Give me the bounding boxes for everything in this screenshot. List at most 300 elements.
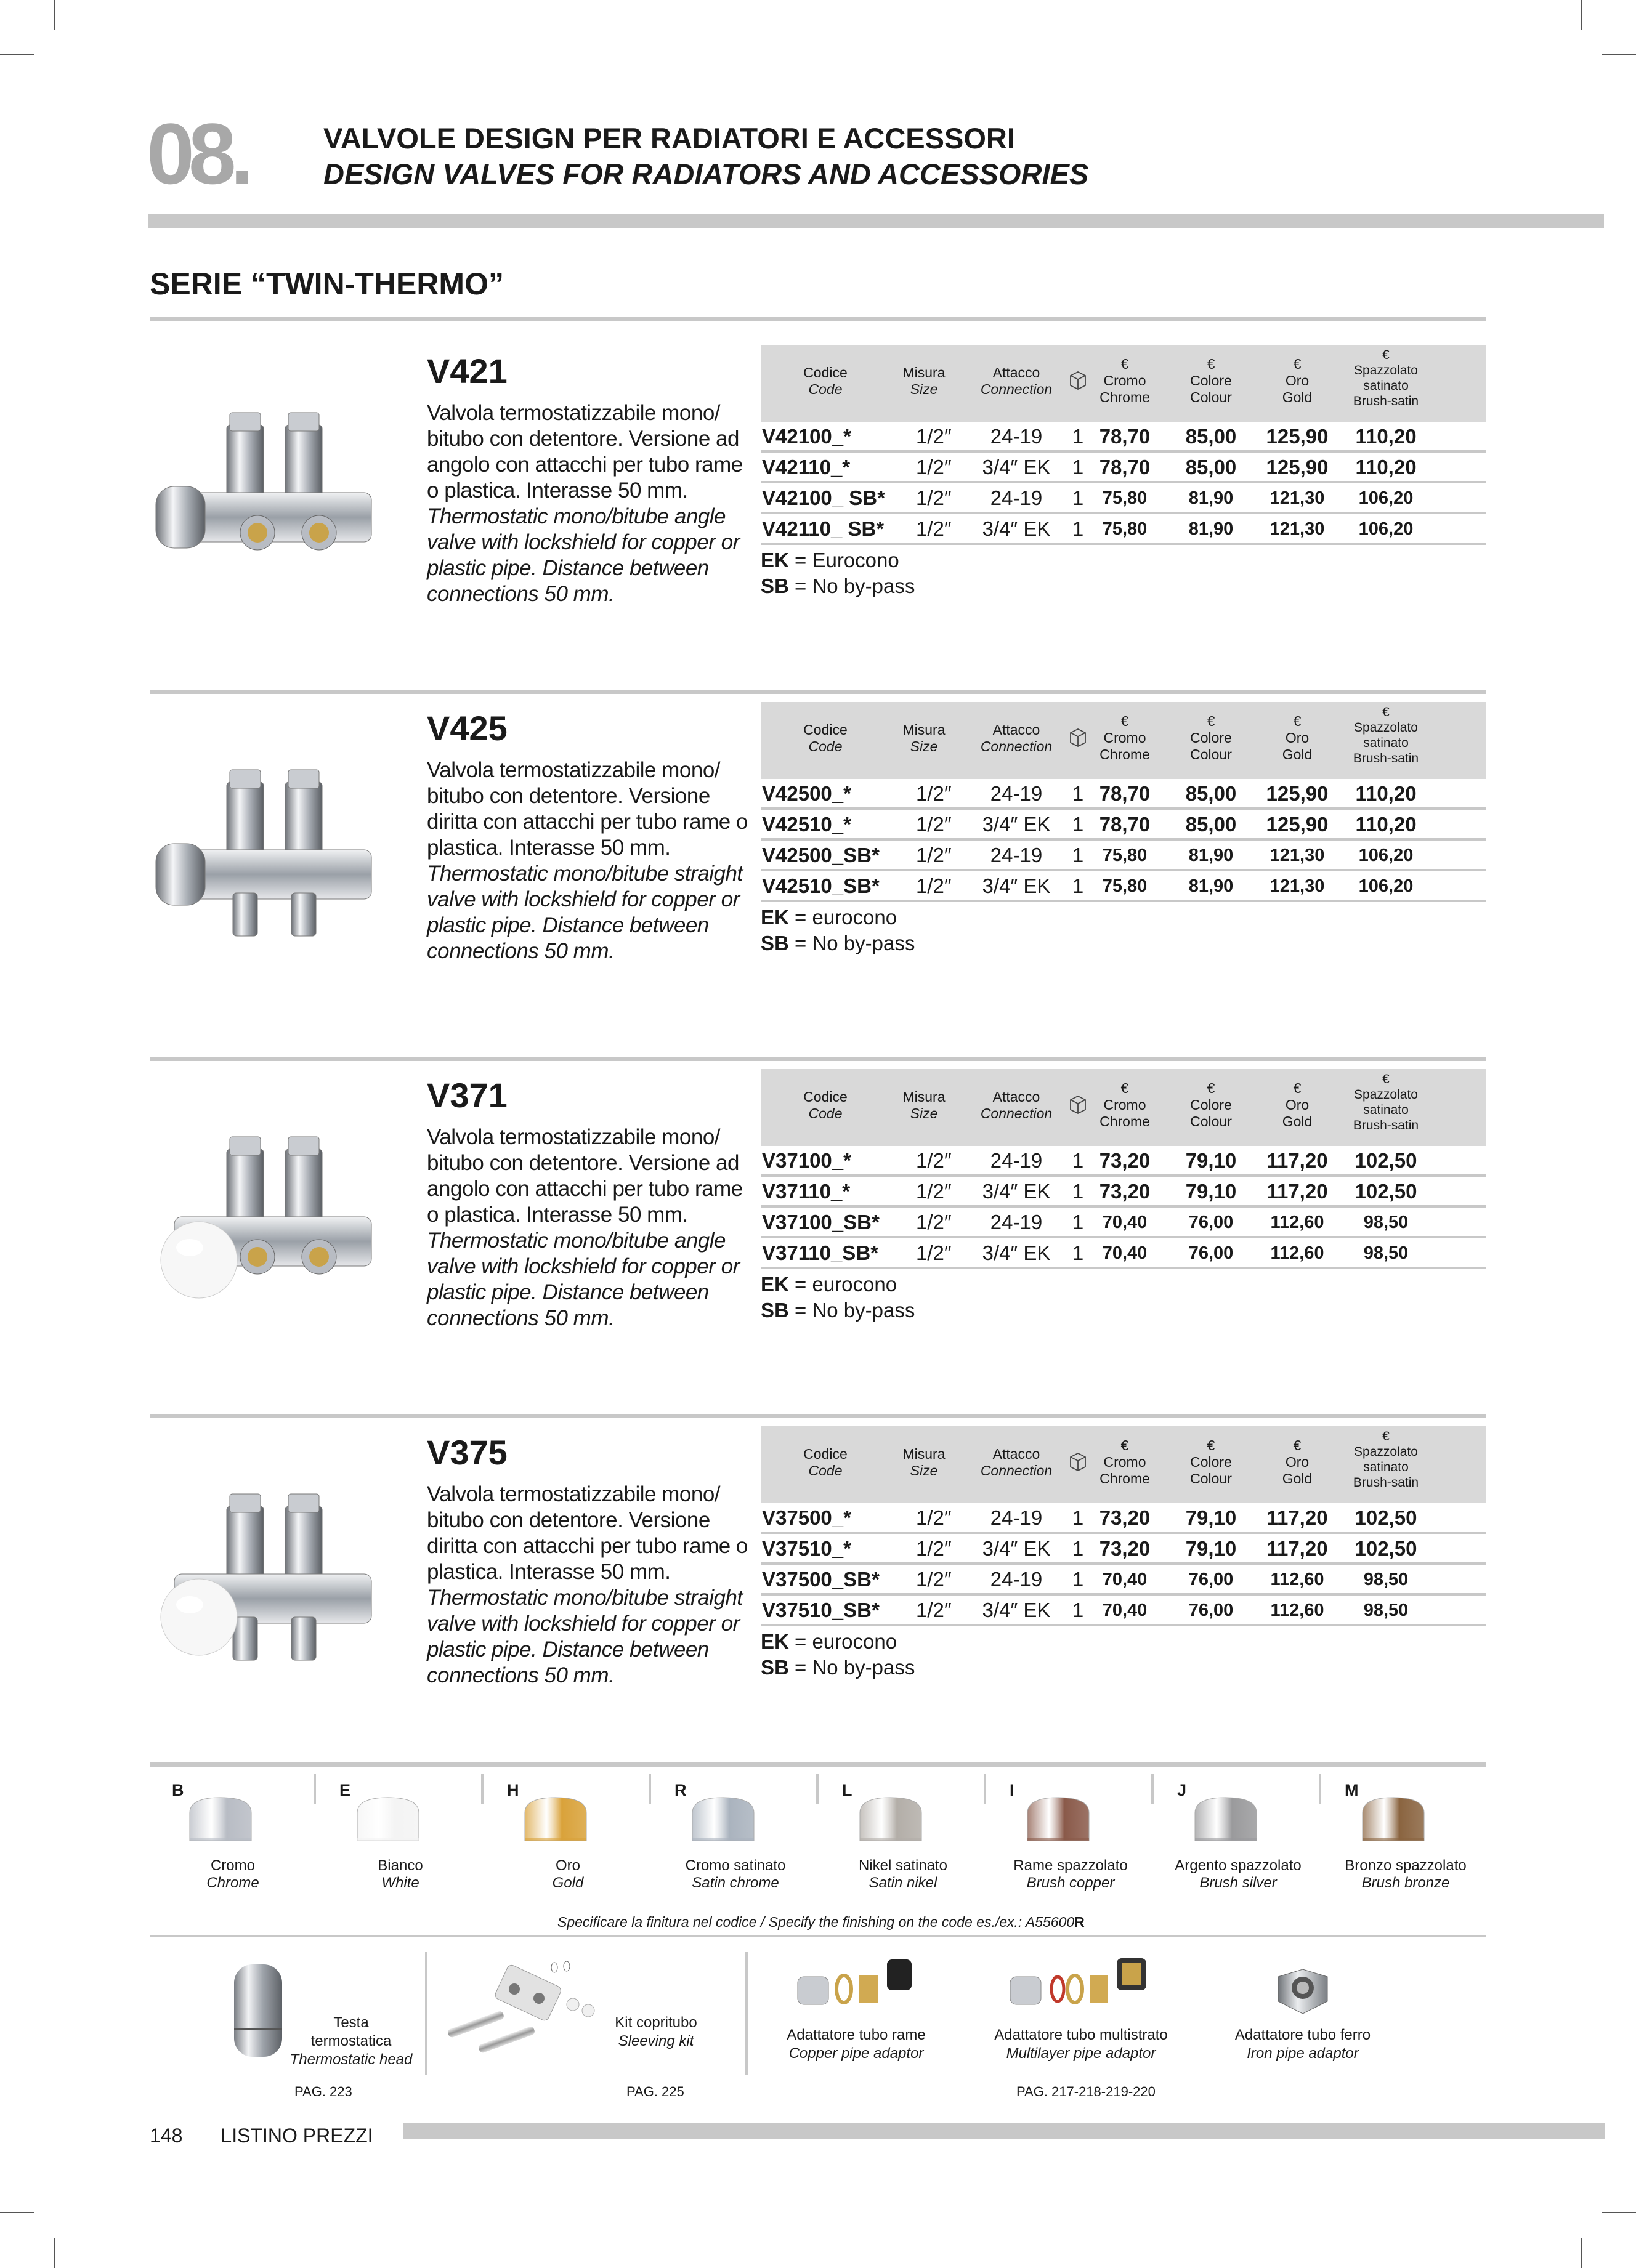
- section-divider: [150, 1414, 1486, 1418]
- footer-label: LISTINO PREZZI: [221, 2125, 373, 2147]
- finish-cap-image: [1189, 1794, 1263, 1844]
- finish-name-it: Cromo satinato: [685, 1857, 786, 1874]
- table-row: [761, 810, 1486, 841]
- finish-name-it: Bronzo spazzolato: [1345, 1857, 1467, 1874]
- crop-mark: [1581, 2238, 1582, 2268]
- cell-code: V37510_SB*: [762, 1599, 880, 1621]
- cell-qty: 1: [1072, 1241, 1084, 1264]
- cell-price-chrome: 75,80: [1102, 488, 1148, 508]
- divider: [481, 1774, 484, 1804]
- cell-qty: 1: [1072, 517, 1084, 540]
- table-header: [761, 702, 1486, 779]
- finish-name-en: White: [381, 1875, 419, 1891]
- cell-price-colour: 85,00: [1185, 456, 1237, 478]
- testa-label: Testa termostatica Thermostatic head: [290, 2014, 413, 2068]
- cell-price-brush: 110,20: [1355, 782, 1417, 805]
- cell-price-gold: 117,20: [1266, 1180, 1328, 1203]
- divider: [1319, 1774, 1321, 1804]
- table-row: [761, 779, 1486, 810]
- product-code: V371: [427, 1076, 508, 1115]
- cell-size: 1/2″: [916, 425, 952, 448]
- header-gold: € Oro Gold: [1282, 1437, 1313, 1487]
- legend: [761, 1272, 1486, 1323]
- header-bar: [148, 214, 1604, 228]
- cell-code: V42110_*: [762, 456, 851, 478]
- finish-letter: M: [1345, 1781, 1359, 1799]
- cell-price-gold: 112,60: [1270, 1243, 1324, 1263]
- cell-price-colour: 81,90: [1188, 876, 1234, 896]
- cell-price-gold: 112,60: [1270, 1600, 1324, 1620]
- divider: [425, 1952, 427, 2075]
- finishes-divider: [150, 1762, 1486, 1767]
- header-brush-satin: € Spazzolato satinato Brush-satin: [1353, 705, 1419, 765]
- cell-price-brush: 110,20: [1355, 813, 1417, 836]
- cell-code: V42500_SB*: [762, 844, 880, 866]
- cell-qty: 1: [1072, 874, 1084, 897]
- legend-ek: EK = eurocono: [761, 1273, 897, 1296]
- finish-cap-image: [854, 1794, 928, 1844]
- cell-price-chrome: 78,70: [1099, 813, 1151, 836]
- kit-label: Kit copritubo Sleeving kit: [615, 2014, 697, 2049]
- legend-sb: SB = No by-pass: [761, 932, 915, 954]
- cell-qty: 1: [1072, 1599, 1084, 1621]
- cell-price-gold: 117,20: [1266, 1537, 1328, 1560]
- cell-connection: 3/4″ EK: [982, 1537, 1051, 1560]
- table-row: [761, 1238, 1486, 1269]
- cell-size: 1/2″: [916, 874, 952, 897]
- cell-qty: 1: [1072, 486, 1084, 509]
- product-section-v421: [150, 345, 1486, 690]
- header-code: Codice Code: [803, 1089, 848, 1121]
- cell-price-gold: 112,60: [1270, 1213, 1324, 1232]
- series-title: SERIE “TWIN-THERMO”: [150, 267, 504, 301]
- table-header: [761, 345, 1486, 422]
- price-table: [761, 1426, 1486, 1681]
- header-brush-satin: € Spazzolato satinato Brush-satin: [1353, 348, 1419, 408]
- cell-price-chrome: 73,20: [1099, 1537, 1151, 1560]
- finish-swatch: [652, 1781, 819, 1904]
- cell-price-chrome: 75,80: [1102, 845, 1148, 865]
- cell-code: V37100_*: [762, 1149, 851, 1172]
- cell-price-colour: 85,00: [1185, 425, 1237, 448]
- crop-mark: [0, 2212, 34, 2213]
- legend-ek: EK = Eurocono: [761, 549, 899, 571]
- crop-mark: [1602, 54, 1636, 55]
- cell-size: 1/2″: [916, 1180, 952, 1203]
- cell-code: V42100_*: [762, 425, 851, 448]
- cell-code: V37110_SB*: [762, 1241, 878, 1264]
- package-icon: [1069, 1094, 1087, 1120]
- chapter-title-it: VALVOLE DESIGN PER RADIATORI E ACCESSORI: [323, 122, 1015, 155]
- copper-adaptor-image: [795, 1952, 918, 2014]
- finish-swatch: [987, 1781, 1154, 1904]
- cell-price-colour: 79,10: [1185, 1149, 1237, 1172]
- cell-size: 1/2″: [916, 517, 952, 540]
- cell-code: V37100_SB*: [762, 1211, 880, 1233]
- table-header: [761, 1426, 1486, 1503]
- legend-ek: EK = eurocono: [761, 1630, 897, 1653]
- header-chrome: € Cromo Chrome: [1099, 713, 1150, 762]
- header-connection: Attacco Connection: [980, 722, 1053, 754]
- table-row: [761, 514, 1486, 545]
- cell-price-gold: 125,90: [1266, 425, 1329, 448]
- table-row: [761, 1534, 1486, 1565]
- cell-size: 1/2″: [916, 456, 952, 478]
- divider: [1151, 1774, 1154, 1804]
- finish-swatch: [820, 1781, 986, 1904]
- cell-qty: 1: [1072, 425, 1084, 448]
- table-row: [761, 871, 1486, 902]
- description-en: Thermostatic mono/bitube angle valve with lockshield for copper or plastic pipe. Distance between connections 50 mm.: [427, 504, 740, 606]
- valve-image: [150, 382, 408, 628]
- cell-price-gold: 112,60: [1270, 1570, 1324, 1589]
- cell-price-colour: 81,90: [1188, 845, 1234, 865]
- cell-price-gold: 121,30: [1270, 519, 1325, 539]
- cell-size: 1/2″: [916, 1599, 952, 1621]
- multilayer-adaptor-image: [1007, 1952, 1155, 2014]
- finish-name-it: Rame spazzolato: [1013, 1857, 1128, 1874]
- cell-qty: 1: [1072, 813, 1084, 836]
- crop-mark: [54, 0, 55, 30]
- cell-price-brush: 102,50: [1355, 1506, 1417, 1529]
- cell-price-brush: 98,50: [1363, 1213, 1409, 1232]
- crop-mark: [1581, 0, 1582, 30]
- header-connection: Attacco Connection: [980, 1446, 1053, 1479]
- finish-note: Specificare la finitura nel codice / Specify the finishing on the code es./ex.: A55600R: [557, 1914, 1085, 1930]
- table-row: [761, 1177, 1486, 1208]
- valve-image: [150, 1463, 408, 1709]
- cell-price-gold: 121,30: [1270, 488, 1325, 508]
- cell-price-chrome: 78,70: [1099, 782, 1151, 805]
- chapter-title-en: DESIGN VALVES FOR RADIATORS AND ACCESSORIES: [323, 158, 1089, 190]
- cell-price-brush: 102,50: [1355, 1537, 1417, 1560]
- finish-letter: R: [674, 1781, 687, 1799]
- header-connection: Attacco Connection: [980, 1089, 1053, 1121]
- legend-sb: SB = No by-pass: [761, 1656, 915, 1679]
- description-en: Thermostatic mono/bitube straight valve with lockshield for copper or plastic pipe. Distance between connections 50 mm.: [427, 1586, 743, 1687]
- product-code: V421: [427, 352, 508, 390]
- table-row: [761, 483, 1486, 514]
- cell-price-brush: 98,50: [1363, 1600, 1409, 1620]
- cell-price-colour: 85,00: [1185, 782, 1237, 805]
- finish-name-en: Chrome: [206, 1875, 259, 1891]
- cell-connection: 3/4″ EK: [982, 813, 1051, 836]
- finish-swatch: [317, 1781, 484, 1904]
- legend-sb: SB = No by-pass: [761, 575, 915, 597]
- legend-sb: SB = No by-pass: [761, 1299, 915, 1322]
- header-connection: Attacco Connection: [980, 365, 1053, 397]
- cell-price-chrome: 75,80: [1102, 519, 1148, 539]
- cell-price-brush: 106,20: [1358, 519, 1414, 539]
- cell-price-brush: 110,20: [1355, 456, 1417, 478]
- table-row: [761, 841, 1486, 871]
- cell-size: 1/2″: [916, 1241, 952, 1264]
- cell-code: V37110_*: [762, 1180, 851, 1203]
- cell-connection: 3/4″ EK: [982, 1180, 1051, 1203]
- header-gold: € Oro Gold: [1282, 1080, 1313, 1129]
- table-header: [761, 1069, 1486, 1146]
- finish-name-it: Argento spazzolato: [1175, 1857, 1302, 1874]
- copper-adaptor-label: Adattatore tubo rame Copper pipe adaptor: [787, 2027, 926, 2062]
- cell-connection: 3/4″ EK: [982, 517, 1051, 540]
- section-divider: [150, 317, 1486, 321]
- price-table: [761, 345, 1486, 599]
- header-brush-satin: € Spazzolato satinato Brush-satin: [1353, 1429, 1419, 1490]
- cell-price-gold: 125,90: [1266, 782, 1329, 805]
- header-code: Codice Code: [803, 1446, 848, 1479]
- cell-size: 1/2″: [916, 1537, 952, 1560]
- product-description: [427, 1482, 759, 1689]
- cell-qty: 1: [1072, 1537, 1084, 1560]
- cell-price-colour: 81,90: [1188, 488, 1234, 508]
- legend: [761, 1629, 1486, 1681]
- finish-cap-image: [1021, 1794, 1095, 1844]
- cell-price-chrome: 78,70: [1099, 425, 1151, 448]
- header-code: Codice Code: [803, 722, 848, 754]
- cell-connection: 24-19: [990, 486, 1043, 509]
- finish-name-it: Cromo: [210, 1857, 255, 1874]
- chapter-number: 08.: [147, 105, 248, 202]
- cell-connection: 3/4″ EK: [982, 1599, 1051, 1621]
- footer: [150, 2125, 373, 2147]
- divider: [984, 1774, 986, 1804]
- section-divider: [150, 690, 1486, 694]
- cell-price-gold: 121,30: [1270, 876, 1325, 896]
- cell-code: V42500_*: [762, 782, 851, 805]
- finish-name-it: Oro: [555, 1857, 580, 1874]
- finish-swatch: [485, 1781, 651, 1904]
- finish-cap-image: [686, 1794, 760, 1844]
- cell-connection: 3/4″ EK: [982, 1241, 1051, 1264]
- finish-cap-image: [184, 1794, 257, 1844]
- cell-price-brush: 106,20: [1358, 876, 1414, 896]
- header-size: Misura Size: [902, 1446, 946, 1479]
- page-ref: PAG. 223: [294, 2084, 352, 2099]
- cell-connection: 24-19: [990, 844, 1043, 866]
- header-colour: € Colore Colour: [1190, 1437, 1232, 1487]
- cell-price-gold: 121,30: [1270, 845, 1325, 865]
- valve-image: [150, 739, 408, 985]
- cell-code: V37500_*: [762, 1506, 851, 1529]
- product-code: V425: [427, 709, 508, 748]
- table-row: [761, 1565, 1486, 1596]
- header-gold: € Oro Gold: [1282, 356, 1313, 405]
- valve-image: [150, 1106, 408, 1352]
- cell-code: V37510_*: [762, 1537, 851, 1560]
- finish-name-en: Satin nikel: [869, 1875, 937, 1891]
- cell-price-brush: 106,20: [1358, 845, 1414, 865]
- cell-size: 1/2″: [916, 1211, 952, 1233]
- finish-letter: L: [842, 1781, 852, 1799]
- header-colour: € Colore Colour: [1190, 713, 1232, 762]
- cell-code: V42100_ SB*: [762, 486, 885, 509]
- cell-price-brush: 98,50: [1363, 1570, 1409, 1589]
- header-chrome: € Cromo Chrome: [1099, 1437, 1150, 1487]
- divider: [314, 1774, 316, 1804]
- product-description: [427, 1124, 759, 1331]
- cell-qty: 1: [1072, 1506, 1084, 1529]
- package-icon: [1069, 1451, 1087, 1477]
- cell-price-colour: 81,90: [1188, 519, 1234, 539]
- cell-price-chrome: 70,40: [1102, 1243, 1148, 1263]
- cell-qty: 1: [1072, 1149, 1084, 1172]
- crop-mark: [0, 54, 34, 55]
- cell-price-brush: 110,20: [1355, 425, 1417, 448]
- cell-code: V42510_*: [762, 813, 851, 836]
- cell-price-colour: 76,00: [1188, 1600, 1234, 1620]
- table-row: [761, 1596, 1486, 1626]
- table-row: [761, 453, 1486, 483]
- description-it: Valvola termostatizzabile mono/ bitubo con detentore. Versione ad angolo con attacchi per tubo rame o plastica. Interasse 50 mm.: [427, 401, 743, 502]
- cell-size: 1/2″: [916, 1568, 952, 1591]
- cell-price-gold: 125,90: [1266, 813, 1329, 836]
- cell-price-colour: 79,10: [1185, 1537, 1237, 1560]
- description-it: Valvola termostatizzabile mono/ bitubo con detentore. Versione diritta con attacchi per tubo rame o plastica. Interasse 50 mm.: [427, 758, 748, 860]
- description-it: Valvola termostatizzabile mono/ bitubo con detentore. Versione diritta con attacchi per tubo rame o plastica. Interasse 50 mm.: [427, 1482, 748, 1584]
- iron-adaptor-image: [1266, 1964, 1340, 2020]
- finish-swatch: [1322, 1781, 1489, 1904]
- sleeving-kit-image: [440, 1961, 619, 2060]
- finish-name-en: Brush silver: [1199, 1875, 1277, 1891]
- cell-price-chrome: 70,40: [1102, 1570, 1148, 1589]
- table-row: [761, 1503, 1486, 1534]
- cell-connection: 24-19: [990, 1149, 1043, 1172]
- cell-price-chrome: 73,20: [1099, 1506, 1151, 1529]
- header-gold: € Oro Gold: [1282, 713, 1313, 762]
- header-brush-satin: € Spazzolato satinato Brush-satin: [1353, 1072, 1419, 1132]
- table-row: [761, 1208, 1486, 1238]
- finish-letter: H: [507, 1781, 519, 1799]
- cell-price-chrome: 75,80: [1102, 876, 1148, 896]
- cell-price-colour: 79,10: [1185, 1180, 1237, 1203]
- cell-connection: 24-19: [990, 1568, 1043, 1591]
- divider: [745, 1952, 748, 2075]
- header-code: Codice Code: [803, 365, 848, 397]
- page-ref: PAG. 217-218-219-220: [1016, 2084, 1156, 2099]
- description-en: Thermostatic mono/bitube straight valve with lockshield for copper or plastic pipe. Distance between connections 50 mm.: [427, 862, 743, 963]
- product-section-v375: [150, 1426, 1486, 1771]
- header-colour: € Colore Colour: [1190, 356, 1232, 405]
- page-number: 148: [150, 2125, 183, 2147]
- product-section-v425: [150, 702, 1486, 1047]
- finish-name-en: Gold: [552, 1875, 584, 1891]
- header-size: Misura Size: [902, 365, 946, 397]
- footer-bar: [403, 2123, 1605, 2139]
- cell-connection: 24-19: [990, 782, 1043, 805]
- finish-cap-image: [519, 1794, 593, 1844]
- cell-price-chrome: 78,70: [1099, 456, 1151, 478]
- crop-mark: [1602, 2212, 1636, 2213]
- cell-connection: 3/4″ EK: [982, 456, 1051, 478]
- crop-mark: [54, 2238, 55, 2268]
- cell-qty: 1: [1072, 1180, 1084, 1203]
- cell-code: V42110_ SB*: [762, 517, 885, 540]
- description-it: Valvola termostatizzabile mono/ bitubo con detentore. Versione ad angolo con attacchi per tubo rame o plastica. Interasse 50 mm.: [427, 1125, 743, 1227]
- cell-connection: 24-19: [990, 1506, 1043, 1529]
- cell-price-chrome: 73,20: [1099, 1149, 1151, 1172]
- cell-qty: 1: [1072, 782, 1084, 805]
- cell-price-chrome: 73,20: [1099, 1180, 1151, 1203]
- accessories-divider: [150, 1935, 1486, 1937]
- header-chrome: € Cromo Chrome: [1099, 1080, 1150, 1129]
- cell-price-brush: 102,50: [1355, 1180, 1417, 1203]
- iron-adaptor-label: Adattatore tubo ferro Iron pipe adaptor: [1234, 2027, 1371, 2062]
- description-en: Thermostatic mono/bitube angle valve with lockshield for copper or plastic pipe. Distance between connections 50 mm.: [427, 1229, 740, 1330]
- thermostatic-head-image: [228, 1961, 290, 2066]
- cell-price-gold: 125,90: [1266, 456, 1329, 478]
- cell-price-brush: 106,20: [1358, 488, 1414, 508]
- cell-price-brush: 102,50: [1355, 1149, 1417, 1172]
- cell-size: 1/2″: [916, 844, 952, 866]
- cell-price-brush: 98,50: [1363, 1243, 1409, 1263]
- finish-swatch: [1155, 1781, 1321, 1904]
- finish-name-it: Bianco: [378, 1857, 423, 1874]
- divider: [816, 1774, 819, 1804]
- legend-ek: EK = eurocono: [761, 906, 897, 929]
- cell-size: 1/2″: [916, 813, 952, 836]
- finish-name-en: Satin chrome: [692, 1875, 779, 1891]
- cell-size: 1/2″: [916, 1149, 952, 1172]
- product-description: [427, 400, 759, 607]
- finish-letter: J: [1177, 1781, 1187, 1799]
- cell-size: 1/2″: [916, 782, 952, 805]
- cell-price-colour: 76,00: [1188, 1213, 1234, 1232]
- cell-connection: 3/4″ EK: [982, 874, 1051, 897]
- cell-price-chrome: 70,40: [1102, 1600, 1148, 1620]
- price-table: [761, 702, 1486, 956]
- cell-qty: 1: [1072, 844, 1084, 866]
- finish-letter: B: [172, 1781, 184, 1799]
- cell-qty: 1: [1072, 1211, 1084, 1233]
- product-code: V375: [427, 1433, 508, 1472]
- cell-qty: 1: [1072, 1568, 1084, 1591]
- divider: [649, 1774, 651, 1804]
- product-description: [427, 757, 759, 964]
- package-icon: [1069, 727, 1087, 753]
- cell-size: 1/2″: [916, 1506, 952, 1529]
- header-colour: € Colore Colour: [1190, 1080, 1232, 1129]
- header-size: Misura Size: [902, 722, 946, 754]
- finish-name-en: Brush bronze: [1361, 1875, 1450, 1891]
- cell-qty: 1: [1072, 456, 1084, 478]
- cell-price-gold: 117,20: [1266, 1149, 1328, 1172]
- table-row: [761, 422, 1486, 453]
- cell-price-gold: 117,20: [1266, 1506, 1328, 1529]
- finish-cap-image: [351, 1794, 425, 1844]
- product-section-v371: [150, 1069, 1486, 1414]
- cell-connection: 24-19: [990, 1211, 1043, 1233]
- finish-name-it: Nikel satinato: [858, 1857, 948, 1874]
- header-size: Misura Size: [902, 1089, 946, 1121]
- price-table: [761, 1069, 1486, 1323]
- page-ref: PAG. 225: [626, 2084, 684, 2099]
- cell-connection: 24-19: [990, 425, 1043, 448]
- package-icon: [1069, 369, 1087, 395]
- table-row: [761, 1146, 1486, 1177]
- section-divider: [150, 1057, 1486, 1061]
- finish-letter: E: [339, 1781, 351, 1799]
- cell-price-chrome: 70,40: [1102, 1213, 1148, 1232]
- multilayer-adaptor-label: Adattatore tubo multistrato Multilayer pipe adaptor: [994, 2027, 1168, 2062]
- cell-size: 1/2″: [916, 486, 952, 509]
- chapter-title: [323, 121, 1088, 192]
- finish-name-en: Brush copper: [1026, 1875, 1115, 1891]
- cell-price-colour: 76,00: [1188, 1570, 1234, 1589]
- cell-code: V42510_SB*: [762, 874, 880, 897]
- cell-price-colour: 76,00: [1188, 1243, 1234, 1263]
- legend: [761, 547, 1486, 599]
- legend: [761, 905, 1486, 956]
